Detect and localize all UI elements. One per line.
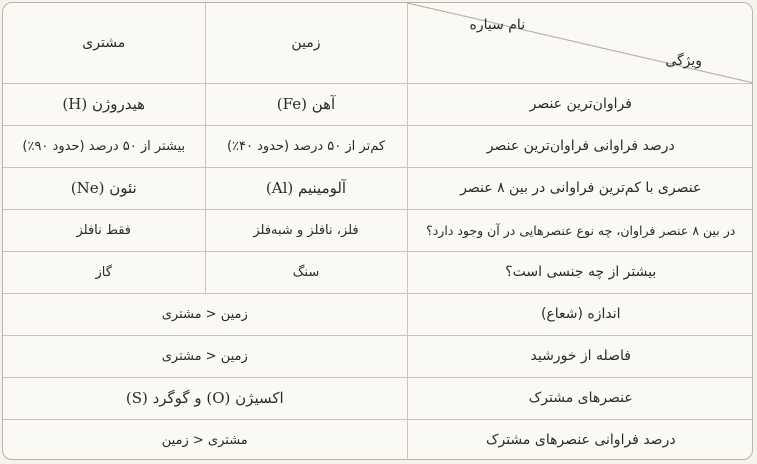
merged-value-cell: اکسیژن (O) و گوگرد (S): [3, 377, 407, 419]
table-row: [3, 335, 753, 377]
merged-value-cell: مشتری < زمین: [3, 419, 407, 460]
jupiter-cell: نئون (Ne): [3, 167, 205, 209]
feature-cell: بیشتر از چه جنسی است؟: [407, 251, 753, 293]
merged-value-cell: زمین < مشتری: [3, 335, 407, 377]
merged-value-cell: زمین < مشتری: [3, 293, 407, 335]
earth-header: زمین: [205, 3, 407, 83]
table-row: [3, 377, 753, 419]
jupiter-cell: فقط نافلز: [3, 209, 205, 251]
feature-cell: فراوان‌ترین عنصر: [407, 83, 753, 125]
table-row: [3, 209, 753, 251]
table-row: [3, 293, 753, 335]
corner-header-cell: [407, 3, 753, 83]
earth-cell: فلز، نافلز و شبه‌فلز: [205, 209, 407, 251]
earth-cell: آلومینیم (Al): [205, 167, 407, 209]
table-row: [3, 419, 753, 460]
feature-header: ویژگی: [665, 52, 702, 69]
feature-cell: در بین ۸ عنصر فراوان، چه نوع عنصرهایی در آن وجود دارد؟: [407, 209, 753, 251]
table-row: [3, 125, 753, 167]
feature-cell: اندازه (شعاع): [407, 293, 753, 335]
feature-cell: درصد فراوانی عنصرهای مشترک: [407, 419, 753, 460]
header-row: [3, 3, 753, 83]
table-row: [3, 167, 753, 209]
comparison-table-frame: [2, 2, 753, 460]
jupiter-cell: هیدروژن (H): [3, 83, 205, 125]
feature-cell: عنصرهای مشترک: [407, 377, 753, 419]
feature-cell: عنصری با کم‌ترین فراوانی در بین ۸ عنصر: [407, 167, 753, 209]
earth-cell: کم‌تر از ۵۰ درصد (حدود ۴۰٪): [205, 125, 407, 167]
table-row: [3, 83, 753, 125]
earth-cell: آهن (Fe): [205, 83, 407, 125]
planet-name-header: نام سیاره: [469, 17, 526, 33]
jupiter-header: مشتری: [3, 3, 205, 83]
feature-cell: فاصله از خورشید: [407, 335, 753, 377]
planet-comparison-table: [3, 3, 753, 460]
feature-cell: درصد فراوانی فراوان‌ترین عنصر: [407, 125, 753, 167]
table-row: [3, 251, 753, 293]
jupiter-cell: بیشتر از ۵۰ درصد (حدود ۹۰٪): [3, 125, 205, 167]
jupiter-cell: گاز: [3, 251, 205, 293]
earth-cell: سنگ: [205, 251, 407, 293]
